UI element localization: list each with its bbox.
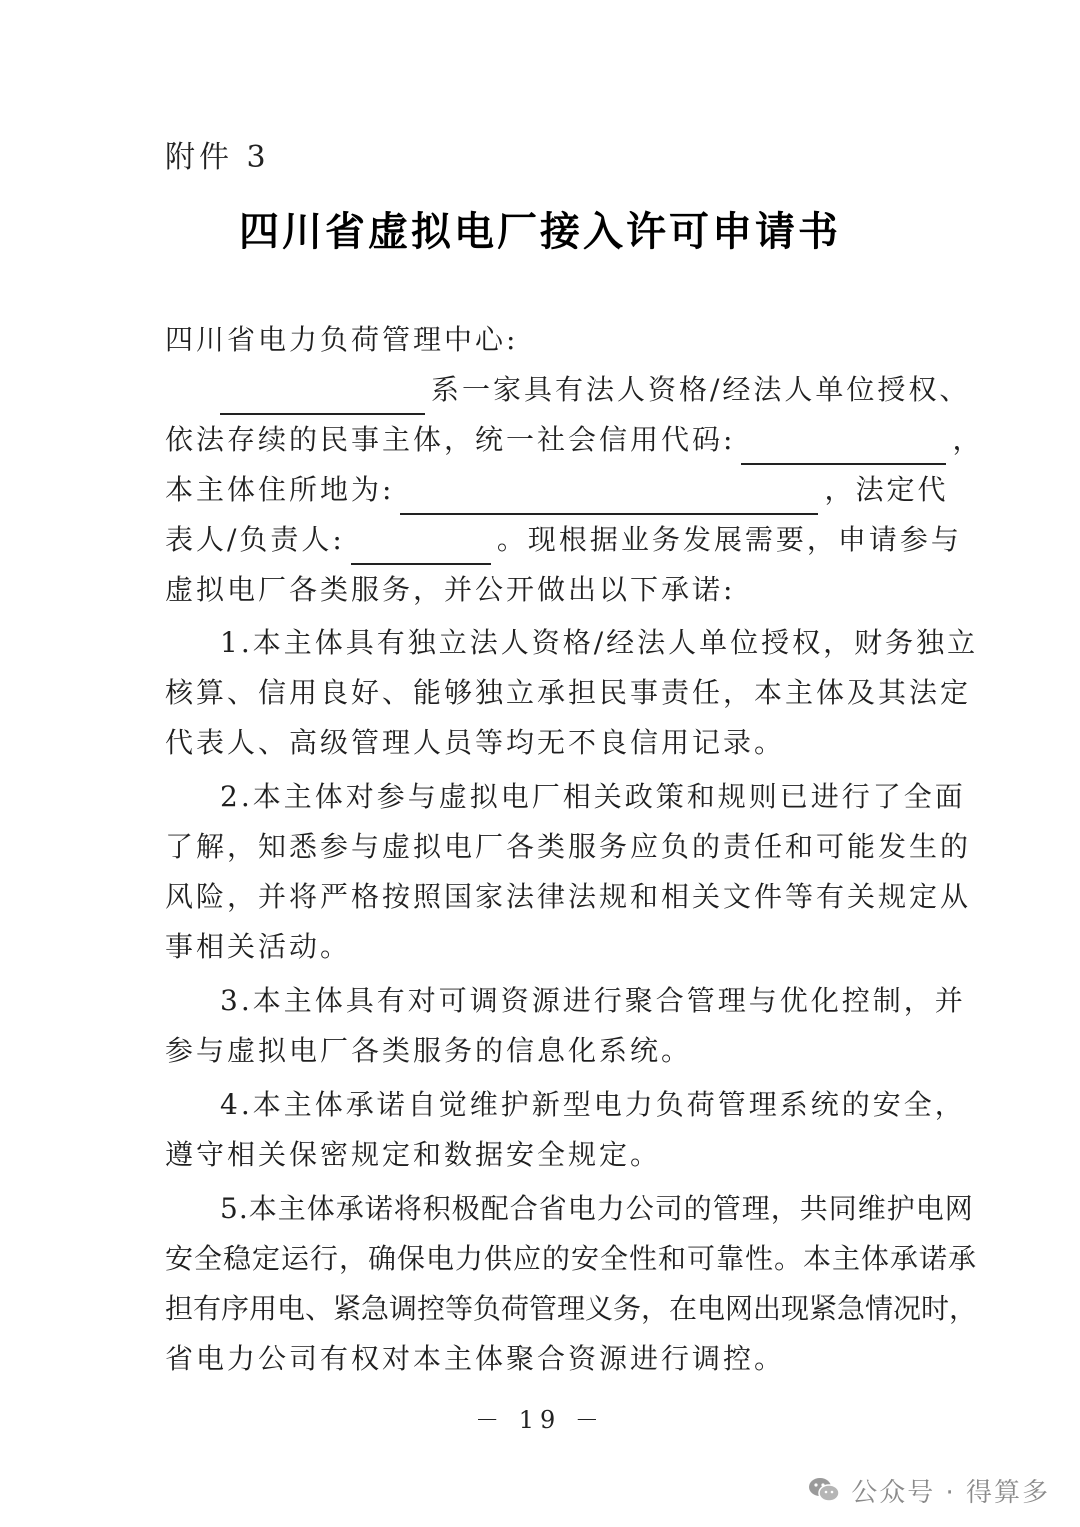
item3-line2: 参与虚拟电厂各类服务的信息化系统。 bbox=[165, 1034, 693, 1067]
para1-line2-end: ， bbox=[952, 423, 984, 456]
para1-line2 bbox=[165, 415, 984, 465]
item2-line4: 事相关活动。 bbox=[165, 930, 352, 963]
para1-line4-text: 表人/负责人: bbox=[165, 523, 345, 556]
item1-line3: 代表人、高级管理人员等均无不良信用记录。 bbox=[165, 726, 786, 759]
representative-blank bbox=[351, 529, 491, 565]
attachment-label: 附件 3 bbox=[165, 140, 270, 175]
para1-line4 bbox=[165, 515, 962, 565]
watermark bbox=[807, 1470, 1050, 1510]
item5-line1: 5.本主体承诺将积极配合省电力公司的管理，共同维护电网 bbox=[220, 1192, 974, 1225]
item1-line2: 核算、信用良好、能够独立承担民事责任，本主体及其法定 bbox=[165, 676, 972, 709]
recipient-line: 四川省电力负荷管理中心: bbox=[165, 323, 519, 356]
para1-line1-text: 系一家具有法人资格/经法人单位授权、 bbox=[431, 373, 971, 406]
para1-line3-end: ，法定代 bbox=[824, 473, 949, 506]
item4-line1: 4.本主体承诺自觉维护新型电力负荷管理系统的安全， bbox=[220, 1088, 966, 1121]
item4-line2: 遵守相关保密规定和数据安全规定。 bbox=[165, 1138, 662, 1171]
item5-line2: 安全稳定运行，确保电力供应的安全性和可靠性。本主体承诺承 bbox=[165, 1242, 978, 1275]
item2-line1: 2.本主体对参与虚拟电厂相关政策和规则已进行了全面 bbox=[220, 780, 966, 813]
watermark-text: 公众号 · 得算多 bbox=[851, 1477, 1050, 1508]
item2-line2: 了解，知悉参与虚拟电厂各类服务应负的责任和可能发生的 bbox=[165, 830, 972, 863]
para1-line4-end: 。现根据业务发展需要，申请参与 bbox=[496, 523, 962, 556]
entity-name-blank bbox=[220, 379, 425, 415]
item5-line4: 省电力公司有权对本主体聚合资源进行调控。 bbox=[165, 1342, 786, 1375]
para1-line1 bbox=[220, 365, 971, 415]
item3-line1: 3.本主体具有对可调资源进行聚合管理与优化控制，并 bbox=[220, 984, 966, 1017]
address-blank bbox=[400, 479, 818, 515]
para1-line3 bbox=[165, 465, 949, 515]
item2-line3: 风险，并将严格按照国家法律法规和相关文件等有关规定从 bbox=[165, 880, 972, 913]
item5-line3: 担有序用电、紧急调控等负荷管理义务，在电网出现紧急情况时， bbox=[165, 1292, 978, 1325]
item1-line1: 1.本主体具有独立法人资格/经法人单位授权，财务独立 bbox=[220, 626, 979, 659]
para1-line5: 虚拟电厂各类服务，并公开做出以下承诺: bbox=[165, 573, 736, 606]
credit-code-blank bbox=[741, 429, 946, 465]
wechat-icon bbox=[807, 1473, 841, 1507]
document-title: 四川省虚拟电厂接入许可申请书 bbox=[239, 209, 841, 255]
para1-line3-text: 本主体住所地为: bbox=[165, 473, 395, 506]
para1-line2-text: 依法存续的民事主体，统一社会信用代码: bbox=[165, 423, 736, 456]
page-number: － 19 － bbox=[475, 1406, 605, 1434]
